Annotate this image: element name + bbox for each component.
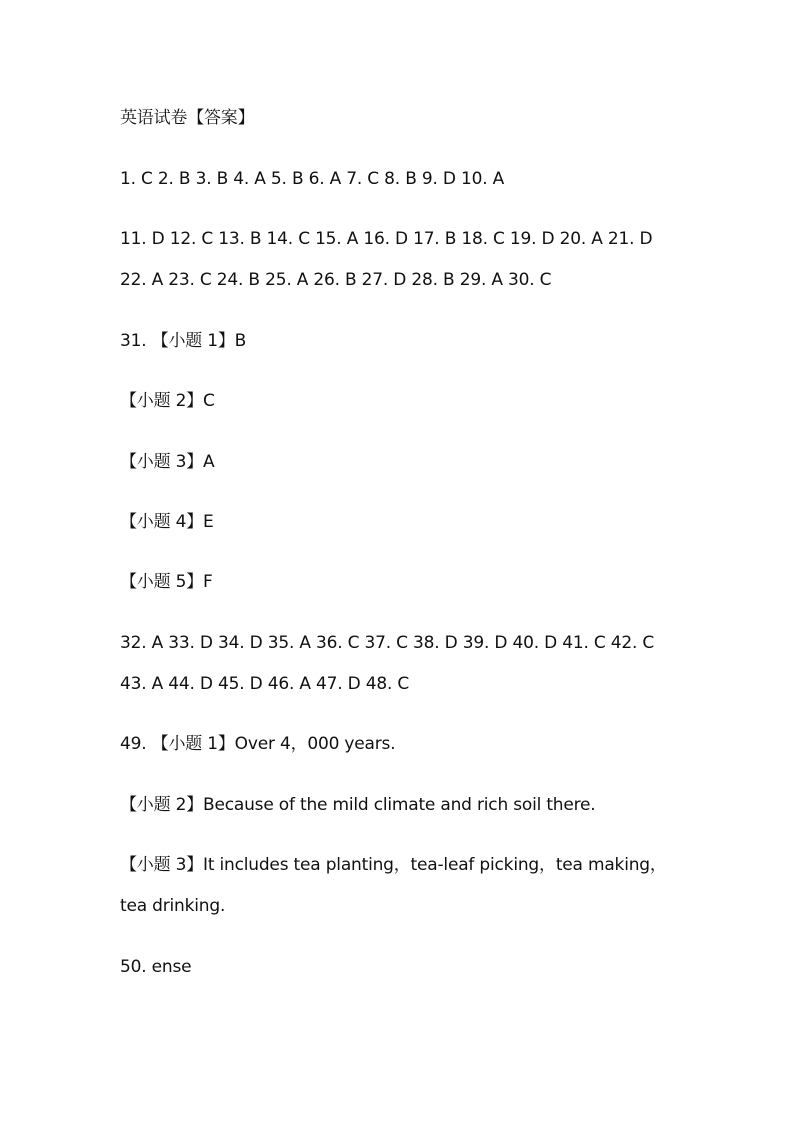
answer-line-5: 【小题 2】C	[120, 391, 215, 411]
answer-line-11: 49. 【小题 1】Over 4，000 years.	[120, 734, 396, 754]
answer-line-15: 50. ense	[120, 957, 192, 977]
answer-line-13: 【小题 3】It includes tea planting，tea-leaf picking，tea making，	[120, 855, 667, 875]
answer-line-7: 【小题 4】E	[120, 512, 214, 532]
answer-line-4: 31. 【小题 1】B	[120, 331, 247, 351]
answer-line-6: 【小题 3】A	[120, 452, 215, 472]
answer-line-12: 【小题 2】Because of the mild climate and rich soil there.	[120, 795, 596, 815]
answer-line-10: 43. A 44. D 45. D 46. A 47. D 48. C	[120, 674, 410, 694]
document-title: 英语试卷【答案】	[120, 108, 255, 128]
answer-line-1: 1. C 2. B 3. B 4. A 5. B 6. A 7. C 8. B 9. D 10. A	[120, 169, 505, 189]
answer-line-9: 32. A 33. D 34. D 35. A 36. C 37. C 38. D 39. D 40. D 41. C 42. C	[120, 633, 655, 653]
answer-line-14: tea drinking.	[120, 896, 226, 916]
answer-line-2: 11. D 12. C 13. B 14. C 15. A 16. D 17. B 18. C 19. D 20. A 21. D	[120, 229, 653, 249]
answer-line-8: 【小题 5】F	[120, 572, 213, 592]
answer-line-3: 22. A 23. C 24. B 25. A 26. B 27. D 28. B 29. A 30. C	[120, 270, 552, 290]
